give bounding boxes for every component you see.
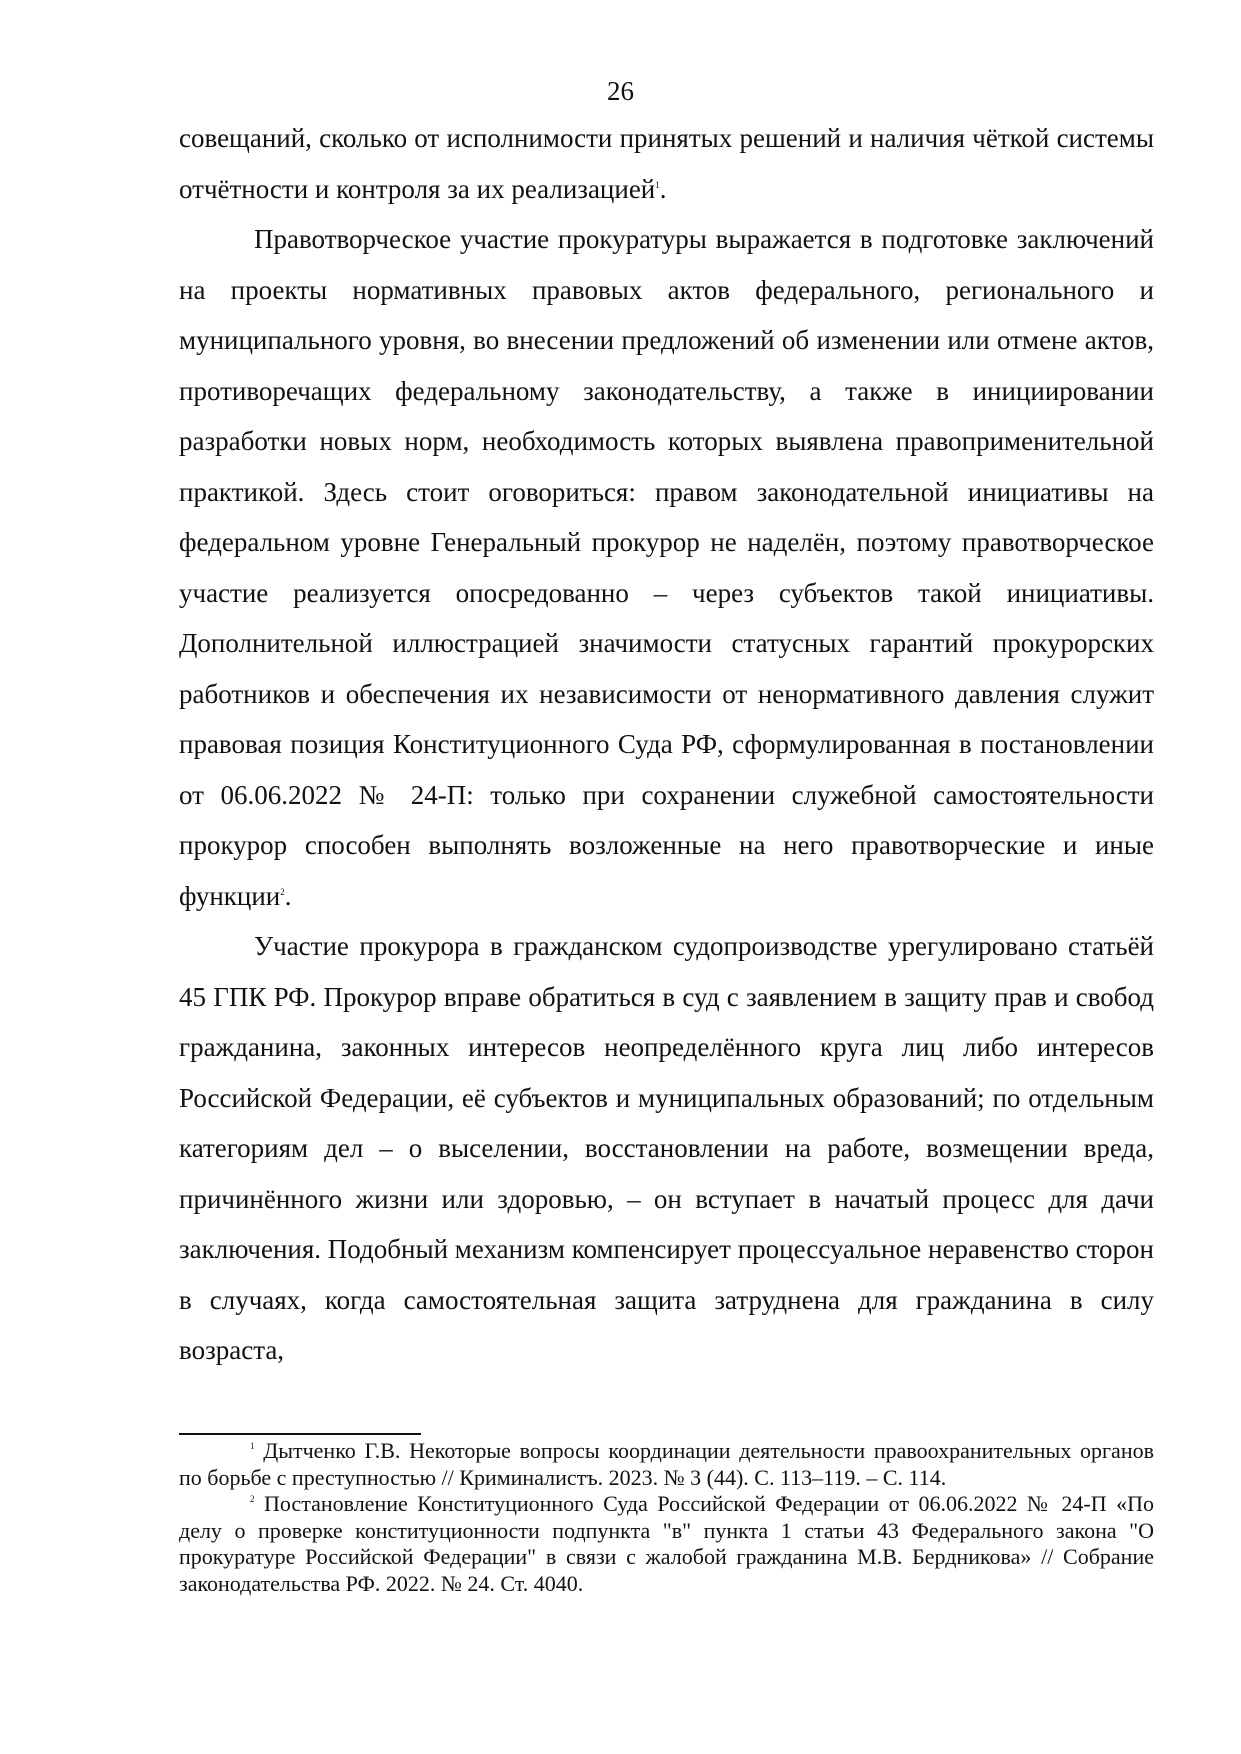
footnote-1 [179, 1438, 1154, 1491]
footnote-mark: 2 [250, 1494, 255, 1504]
paragraph-text: Участие прокурора в гражданском судопроизводстве урегулировано статьёй 45 ГПК РФ. Прокурор вправе обратиться в суд с заявлением в защиту прав и свобод гражданина, законных интересов неопределённого круга лиц либо интересов Российской Федерации, её субъектов и муниципальных образований; по отдельным категориям дел – о выселении, восстановлении на работе, возмещении вреда, причинённого жизни или здоровью, – он вступает в начатый процесс для дачи заключения. Подобный механизм компенсирует процессуальное неравенство сторон в случаях, когда самостоятельная защита затруднена для гражданина в силу возраста, [179, 931, 1154, 1365]
body-text [179, 113, 1154, 1376]
paragraph-tail: . [284, 880, 292, 911]
paragraph-civil-procedure [179, 921, 1154, 1376]
footnotes [179, 1438, 1154, 1597]
footnote-text: Дытченко Г.В. Некоторые вопросы координации деятельности правоохранительных органов по борьбе с преступностью // Криминалистъ. 2023. № 3 (44). С. 113–119. – С. 114. [179, 1438, 1154, 1490]
footnote-text: Постановление Конституционного Суда Российской Федерации от 06.06.2022 № 24-П «По делу о проверке конституционности подпункта "в" пункта 1 статьи 43 Федерального закона "О прокуратуре Российской Федерации" в связи с жалобой гражданина М.В. Бердникова» // Собрание законодательства РФ. 2022. № 24. Ст. 4040. [179, 1491, 1154, 1596]
paragraph-tail: . [659, 173, 667, 204]
paragraph-text: Правотворческое участие прокуратуры выражается в подготовке заключений на проекты нормативных правовых актов федерального, регионального и муниципального уровня, во внесении предложений об изменении или отмене актов, противоречащих федеральному законодательству, а также в инициировании разработки новых норм, необходимость которых выявлена правоприменительной практикой. Здесь стоит оговориться: правом законодательной инициативы на федеральном уровне Генеральный прокурор не наделён, поэтому правотворческое участие реализуется опосредованно – через субъектов такой инициативы. Дополнительной иллюстрацией значимости статусных гарантий прокурорских работников и обеспечения их независимости от ненормативного давления служит правовая позиция Конституционного Суда РФ, сформулированная в постановлении от 06.06.2022 № 24-П: только при сохранении служебной самостоятельности прокурор способен выполнять возложенные на него правотворческие и иные функции [179, 224, 1154, 911]
footnote-2 [179, 1491, 1154, 1597]
footnote-reference[interactable]: 1 [655, 179, 660, 190]
footnote-separator [179, 1433, 421, 1435]
footnote-mark: 1 [250, 1441, 255, 1451]
page-number: 26 [607, 76, 634, 106]
footnote-reference[interactable]: 2 [280, 886, 285, 897]
paragraph-lawmaking [179, 214, 1154, 921]
paragraph-text: совещаний, сколько от исполнимости принятых решений и наличия чёткой системы отчётности и контроля за их реализацией [179, 123, 1154, 204]
paragraph-continuation [179, 113, 1154, 214]
